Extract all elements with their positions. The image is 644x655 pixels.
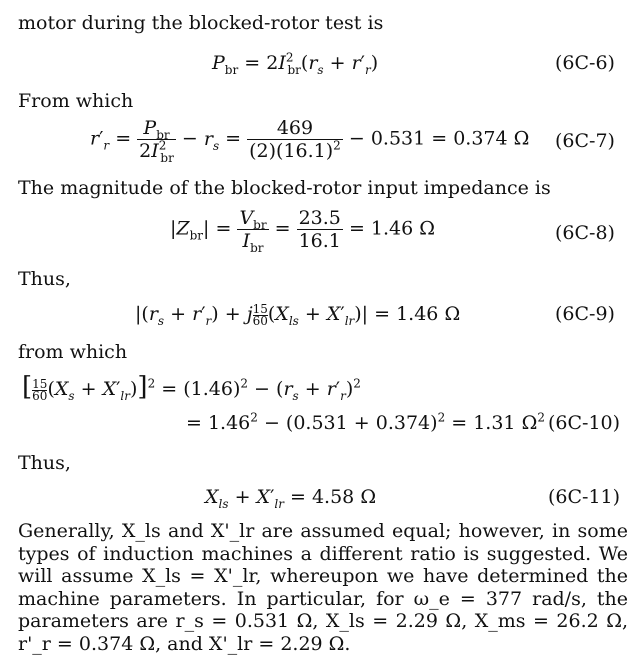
i-br-value: 16.1 <box>283 140 326 162</box>
equation-6c-11: $X_{ls} + X'_{lr} = 4.58$ Ω <box>205 486 377 511</box>
r-s-value-2: 0.531 <box>293 412 348 434</box>
equation-6c-6: $P_{br} = 2I^2_{br}(r_s + r'_r)$ <box>212 50 379 77</box>
z-br-value-4: 1.46 <box>207 412 251 434</box>
equation-6c-10-line1: [ $\frac{15}{60}$ $(X_s + X'_{lr})]^2 = (1.46)^2 - (r_s + r'_r)^2$ <box>22 372 361 403</box>
magnitude-text: The magnitude of the blocked-rotor input impedance is <box>18 177 551 199</box>
eqno-6c-10: (6C-10) <box>548 412 621 434</box>
thus-text-2: Thus, <box>18 452 71 474</box>
z-br-value: 1.46 <box>370 217 414 240</box>
equation-6c-7: $r'_r$ = $\frac{P_{br}}{2I^2_{br}}$ − $r_s$ = $\frac{469}{(2)(16.1)^2}$ − 0.531 = 0.374 Ω <box>90 117 530 165</box>
x-sum-sq-value: 1.31 <box>473 412 516 434</box>
freq-den-2: 60 <box>32 388 48 403</box>
equation-6c-8: $|Z_{br}|$ = $\frac{V_{br}}{I_{br}}$ = $\frac{23.5}{16.1}$ = 1.46 Ω <box>170 207 436 255</box>
freq-num-2: 15 <box>32 376 48 391</box>
final-paragraph: Generally, X_ls and X'_lr are assumed equal; however, in some types of induction machines a different ratio is suggested. We will assume X_ls = X'_lr, whereupon we have determined the machine parameters. In particular, for ω_e = 377 rad/s, the parameters are r_s = 0.531 Ω, X_ls = 2.29 Ω, X_ms = 26.2 Ω, r'_r = 0.374 Ω, and X'_lr = 2.29 Ω. <box>18 520 628 655</box>
eqno-6c-9: (6C-9) <box>555 303 615 325</box>
z-br-value-3: 1.46 <box>190 378 233 400</box>
i-br-value-2: 16.1 <box>298 230 341 252</box>
r-s-value: 0.531 <box>370 127 426 150</box>
freq-den: 60 <box>252 313 268 328</box>
equation-6c-10-line2: = $1.46^2 - (0.531 + 0.374)^2 = 1.31$ $\Omega^2$ <box>186 410 545 434</box>
eqno-6c-11: (6C-11) <box>548 486 621 508</box>
eqno-6c-7: (6C-7) <box>555 130 615 152</box>
eqno-6c-6: (6C-6) <box>555 52 615 74</box>
intro-text: motor during the blocked-rotor test is <box>18 12 384 34</box>
from-which-text-1: From which <box>18 90 134 112</box>
v-br-value: 23.5 <box>298 207 341 229</box>
z-br-value-2: 1.46 <box>396 303 439 325</box>
freq-num: 15 <box>252 301 268 316</box>
x-sum-value: 4.58 <box>311 486 355 508</box>
eqno-6c-8: (6C-8) <box>555 222 615 244</box>
thus-text-1: Thus, <box>18 268 71 290</box>
r-r-prime-value: 0.374 <box>453 127 508 150</box>
from-which-text-2: from which <box>18 341 128 363</box>
equation-6c-9: $|(r_s + r'_r) + j$ $\frac{15}{60}$ $(X_{ls} + X'_{lr})| = 1.46$ Ω <box>135 301 461 328</box>
p-br-value: 469 <box>247 117 343 140</box>
r-r-prime-value-2: 0.374 <box>375 412 431 434</box>
